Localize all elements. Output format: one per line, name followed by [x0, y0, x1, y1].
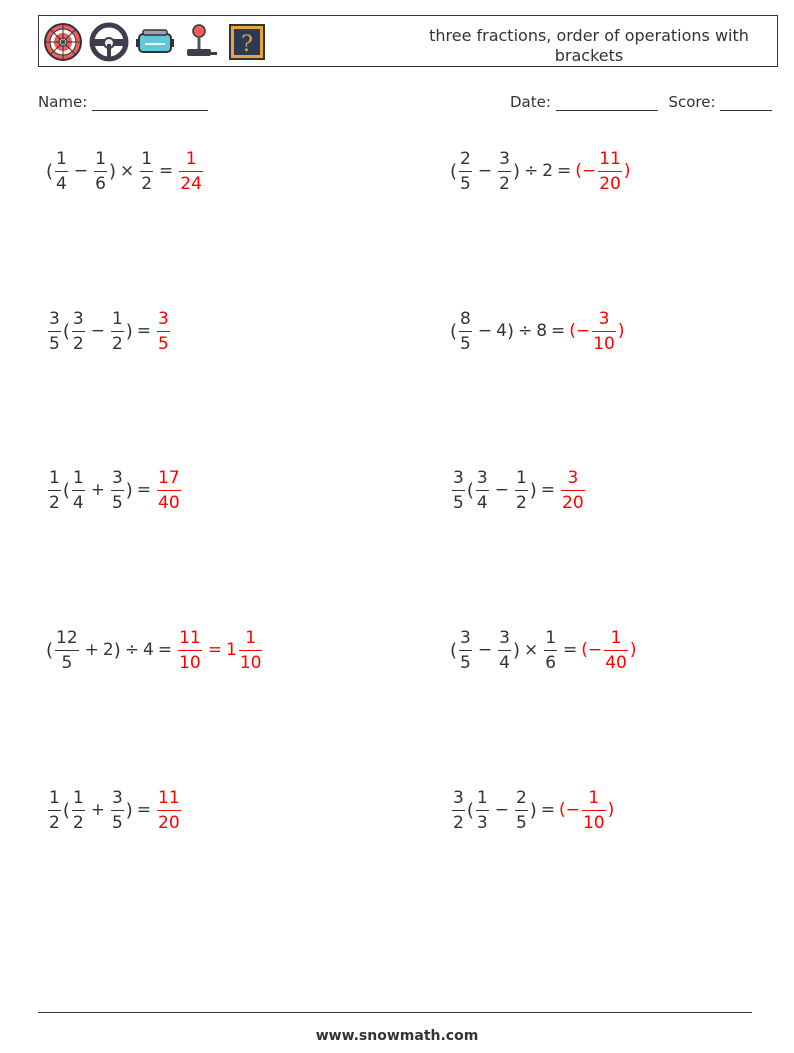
- operator: ×: [523, 640, 539, 660]
- problem-10: [450, 782, 614, 838]
- problem-4: [450, 303, 624, 359]
- operator: ×: [119, 161, 135, 181]
- fraction: $\frac{3}{5}$: [49, 308, 60, 354]
- equals-sign: =: [551, 321, 566, 341]
- dartboard-icon: [43, 22, 83, 62]
- name-blank[interactable]: [92, 95, 208, 111]
- answer: $\frac{3}{5}$: [158, 308, 169, 354]
- fraction: $\frac{8}{5}$: [460, 308, 471, 354]
- footer-url[interactable]: www.snowmath.com: [315, 1028, 479, 1044]
- name-field: [38, 93, 208, 111]
- open-paren: (: [466, 479, 474, 501]
- open-paren: (: [450, 320, 458, 342]
- open-paren: (: [466, 799, 474, 821]
- open-paren: (: [62, 799, 70, 821]
- equals-sign: =: [540, 480, 556, 500]
- fraction: $\frac{1}{4}$: [56, 148, 67, 194]
- operator: ÷: [517, 321, 533, 341]
- answer: (− $\frac{3}{10}$ ): [569, 308, 625, 354]
- open-paren: (: [62, 320, 70, 342]
- equals-sign: =: [136, 800, 152, 820]
- worksheet-title: three fractions, order of operations with brackets: [429, 26, 749, 65]
- answer: $\frac{11}{10}$ = 1 $\frac{1}{10}$: [179, 627, 262, 673]
- number: 8: [536, 321, 548, 341]
- close-paren: ): [113, 639, 121, 661]
- equals-sign: =: [136, 321, 152, 341]
- joystick-icon: [181, 22, 221, 62]
- fraction: $\frac{3}{5}$: [111, 787, 123, 833]
- operator: +: [90, 800, 105, 820]
- fraction: $\frac{1}{2}$: [111, 308, 123, 354]
- fraction: $\frac{3}{5}$: [111, 467, 123, 513]
- number: 4: [496, 321, 507, 341]
- open-paren: (: [450, 639, 458, 661]
- answer: $\frac{1}{24}$: [180, 148, 202, 194]
- problem-8: [450, 622, 636, 678]
- footer-divider: [38, 1012, 752, 1013]
- operator: −: [494, 800, 509, 820]
- operator: −: [494, 480, 509, 500]
- fraction: $\frac{2}{5}$: [460, 148, 471, 194]
- problem-2: [450, 143, 630, 199]
- header-box: [38, 15, 778, 67]
- problem-6: [450, 462, 587, 518]
- fraction: $\frac{1}{2}$: [515, 467, 527, 513]
- operator: ÷: [523, 161, 539, 181]
- fraction: $\frac{1}{2}$: [49, 787, 60, 833]
- close-paren: ): [512, 160, 520, 182]
- fraction: $\frac{1}{2}$: [72, 787, 84, 833]
- operator: −: [477, 161, 493, 181]
- open-paren: (: [62, 479, 70, 501]
- answer: (− $\frac{1}{10}$ ): [559, 787, 615, 833]
- operator: −: [73, 161, 89, 181]
- operator: −: [477, 640, 493, 660]
- answer: $\frac{3}{20}$: [562, 467, 584, 513]
- close-paren: ): [125, 799, 133, 821]
- problem-5: [46, 462, 183, 518]
- number: 2: [542, 161, 554, 181]
- fraction: $\frac{3}{2}$: [499, 148, 510, 194]
- fraction: $\frac{3}{2}$: [453, 787, 464, 833]
- score-label: Score:: [668, 93, 716, 111]
- fraction: $\frac{12}{5}$: [56, 627, 78, 673]
- close-paren: ): [512, 639, 520, 661]
- score-blank[interactable]: [720, 95, 772, 111]
- fraction: $\frac{1}{6}$: [545, 627, 557, 673]
- fraction: $\frac{3}{2}$: [72, 308, 84, 354]
- operator: −: [477, 321, 493, 341]
- close-paren: ): [529, 799, 537, 821]
- number: 4: [143, 640, 154, 660]
- date-field: [510, 93, 772, 111]
- steering-wheel-icon: [89, 22, 129, 62]
- number: 2: [102, 640, 114, 660]
- fraction: $\frac{3}{5}$: [460, 627, 471, 673]
- fraction: $\frac{3}{5}$: [453, 467, 464, 513]
- answer: $\frac{17}{40}$: [158, 467, 180, 513]
- close-paren: ): [108, 160, 116, 182]
- problem-7: [46, 622, 264, 678]
- name-label: Name:: [38, 93, 88, 111]
- equals-sign: =: [159, 161, 174, 181]
- fraction: $\frac{3}{4}$: [476, 467, 488, 513]
- mystery-box-icon: [227, 22, 267, 62]
- svg-text:?: ?: [241, 32, 253, 57]
- date-label: Date:: [510, 93, 551, 111]
- operator: +: [90, 480, 105, 500]
- equals-sign: =: [157, 640, 173, 660]
- date-blank[interactable]: [556, 95, 658, 111]
- answer: (− $\frac{11}{20}$ ): [575, 148, 631, 194]
- answer: $\frac{11}{20}$: [158, 787, 180, 833]
- close-paren: ): [125, 479, 133, 501]
- equals-sign: =: [563, 640, 578, 660]
- open-paren: (: [450, 160, 458, 182]
- operator: ÷: [124, 640, 140, 660]
- fraction: $\frac{1}{4}$: [72, 467, 84, 513]
- equals-sign: =: [557, 161, 572, 181]
- equals-sign: =: [136, 480, 152, 500]
- fraction: $\frac{1}{6}$: [95, 148, 106, 194]
- operator: −: [90, 321, 105, 341]
- problem-1: [46, 143, 205, 199]
- answer: (− $\frac{1}{40}$ ): [581, 627, 637, 673]
- fraction: $\frac{2}{5}$: [515, 787, 527, 833]
- vr-headset-icon: [135, 22, 175, 62]
- open-paren: (: [46, 639, 54, 661]
- fraction: $\frac{1}{2}$: [141, 148, 153, 194]
- fraction: $\frac{1}{3}$: [476, 787, 488, 833]
- open-paren: (: [46, 160, 54, 182]
- close-paren: ): [125, 320, 133, 342]
- problem-9: [46, 782, 183, 838]
- close-paren: ): [506, 320, 514, 342]
- close-paren: ): [529, 479, 537, 501]
- fraction: $\frac{3}{4}$: [499, 627, 510, 673]
- equals-sign: =: [540, 800, 556, 820]
- fraction: $\frac{1}{2}$: [49, 467, 60, 513]
- operator: +: [84, 640, 99, 660]
- problem-3: [46, 303, 172, 359]
- icon-strip: [43, 22, 267, 62]
